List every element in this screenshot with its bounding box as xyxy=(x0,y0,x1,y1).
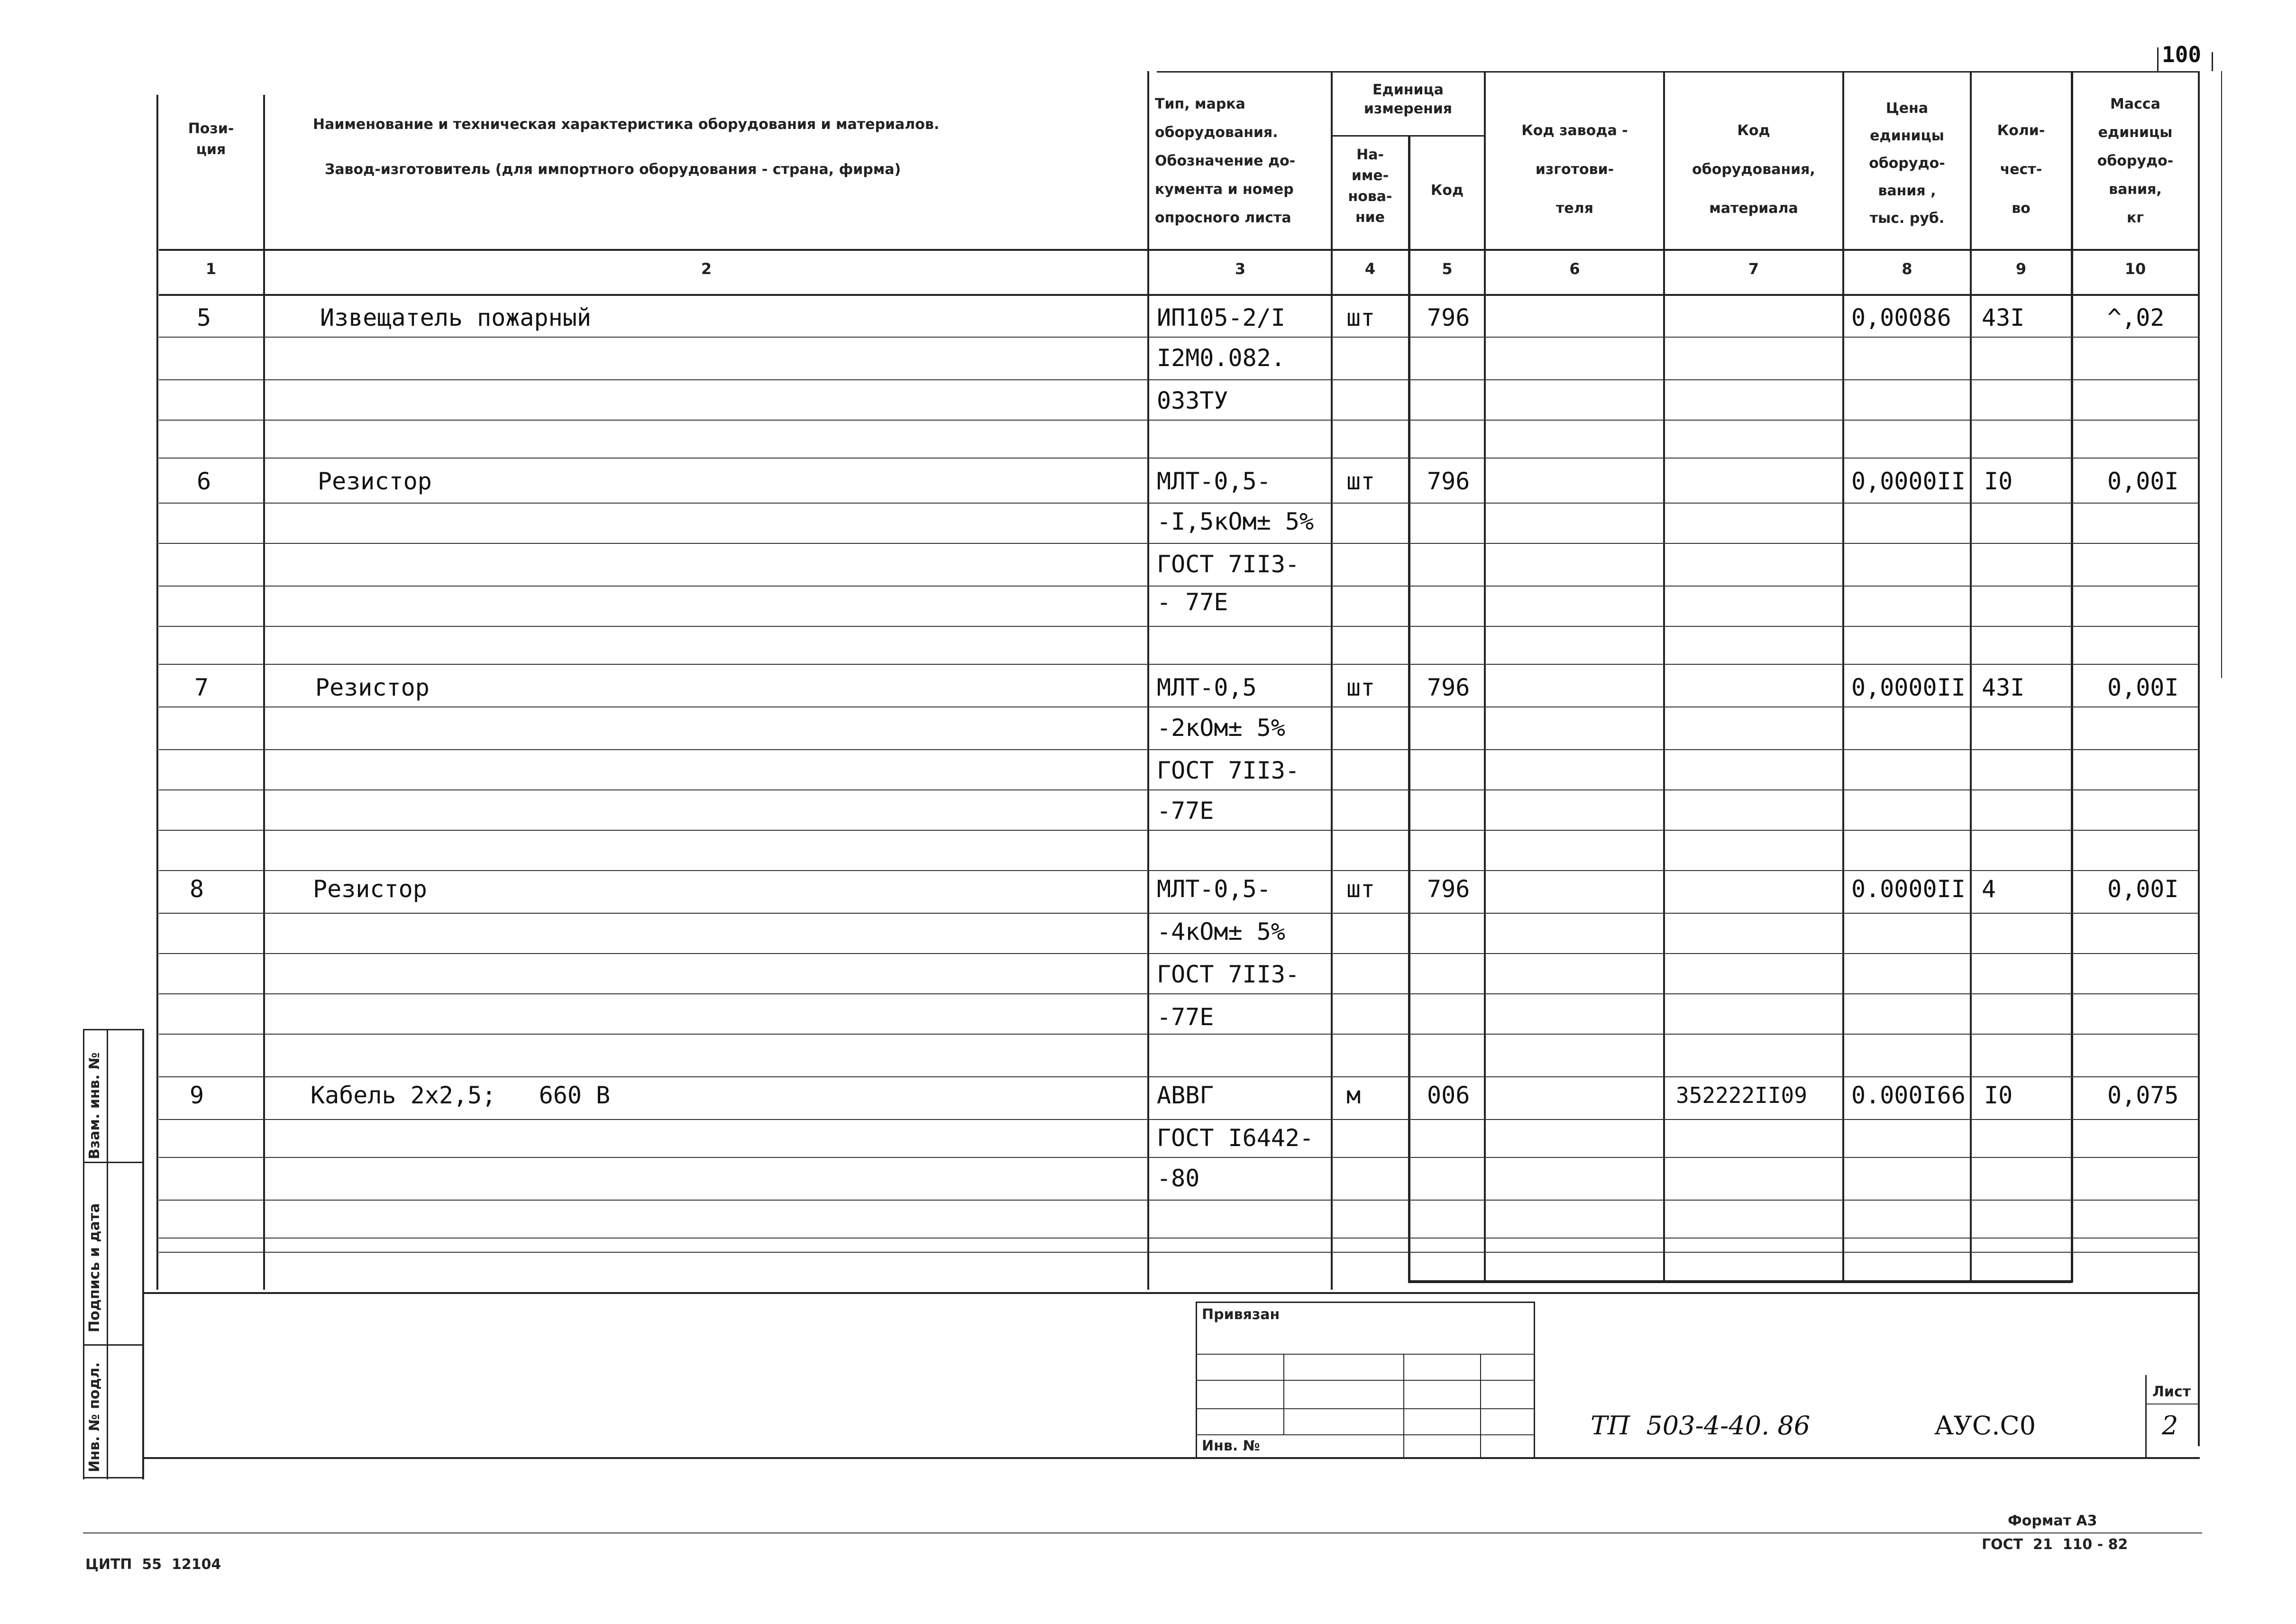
header-factory-code: Код завода - изготови- теля xyxy=(1521,122,1628,217)
colnum-8: 8 xyxy=(1902,260,1912,278)
header-unit-name: На- име- нова- ние xyxy=(1348,147,1392,226)
side-stamp-left xyxy=(83,1029,84,1479)
side-stamp-right xyxy=(142,1029,144,1479)
row-line xyxy=(159,870,2200,871)
row-line xyxy=(159,626,2200,627)
col-line-0 xyxy=(156,95,158,1290)
sheet-number: 2 xyxy=(2162,1411,2178,1440)
col-line-1 xyxy=(263,95,265,1290)
side-label-inv-replace: Взам. инв. № xyxy=(86,1052,103,1159)
attached-box-col2 xyxy=(1403,1354,1404,1458)
item-name: Резистор xyxy=(318,468,432,495)
attached-box-col1 xyxy=(1283,1354,1284,1434)
side-stamp-bottom xyxy=(83,1477,144,1478)
header-position: Пози- ция xyxy=(188,120,234,158)
attached-box-col3 xyxy=(1480,1354,1481,1458)
item-quantity: 4 xyxy=(1982,875,1996,903)
colnum-2: 2 xyxy=(701,260,712,278)
item-quantity: I0 xyxy=(1984,1082,2013,1109)
attached-box-line3 xyxy=(1196,1408,1535,1409)
col-line-6 xyxy=(1663,71,1665,1283)
col-line-5 xyxy=(1484,71,1486,1283)
colnum-10: 10 xyxy=(2124,260,2146,278)
item-type-line: АВВГ xyxy=(1157,1082,1214,1109)
item-price: 0.0000II xyxy=(1851,875,1966,903)
header-quantity: Коли- чест- во xyxy=(1997,122,2045,217)
document-code-suffix: АУС.С0 xyxy=(1934,1411,2036,1440)
colnum-7: 7 xyxy=(1748,260,1759,278)
item-unit-code: 796 xyxy=(1427,674,1470,701)
item-mass: 0,00I xyxy=(2107,468,2179,495)
item-position: 8 xyxy=(190,875,204,903)
header-mass: Масса единицы оборудо- вания, кг xyxy=(2097,96,2174,226)
footer-line xyxy=(83,1532,2202,1533)
row-line xyxy=(159,586,2200,587)
row-line xyxy=(159,749,2200,750)
col-line-4 xyxy=(1408,135,1410,1283)
attached-box-line1 xyxy=(1196,1354,1535,1355)
attached-box-top xyxy=(1196,1302,1535,1303)
page-number: 100 xyxy=(2162,42,2202,67)
item-unit-code: 796 xyxy=(1427,468,1470,495)
row-line xyxy=(159,379,2200,380)
row-line xyxy=(159,420,2200,421)
attached-box-line2 xyxy=(1196,1380,1535,1381)
side-stamp-mid xyxy=(107,1029,108,1479)
side-label-inv-orig: Инв. № подл. xyxy=(86,1362,103,1472)
col-line-3 xyxy=(1331,71,1333,1290)
header-material-code: Код оборудования, материала xyxy=(1692,122,1815,217)
item-unit-code: 796 xyxy=(1427,304,1470,331)
row-line xyxy=(159,1034,2200,1035)
item-position: 6 xyxy=(197,468,211,495)
attached-box-line4 xyxy=(1196,1434,1535,1435)
item-price: 0,0000II xyxy=(1851,468,1966,495)
col-line-8 xyxy=(1970,71,1972,1283)
item-type-line: ИП105-2/I xyxy=(1157,304,1285,331)
item-price: 0,0000II xyxy=(1851,674,1966,701)
format-label: Формат А3 xyxy=(2008,1513,2097,1529)
item-mass: ^,02 xyxy=(2107,304,2165,331)
item-unit-code: 006 xyxy=(1427,1082,1470,1109)
row-line xyxy=(159,458,2200,459)
header-unit-code: Код xyxy=(1430,182,1464,199)
header-price: Цена единицы оборудо- вания , тыс. руб. xyxy=(1869,100,1945,227)
item-type-line: 033ТУ xyxy=(1157,387,1228,414)
item-type-line: ГОСТ 7II3- xyxy=(1157,961,1300,988)
item-mass: 0,075 xyxy=(2107,1082,2179,1109)
item-quantity: 43I xyxy=(1982,304,2025,331)
item-mass: 0,00I xyxy=(2107,674,2179,701)
item-unit-code: 796 xyxy=(1427,875,1470,903)
row-line xyxy=(159,789,2200,790)
colnum-6: 6 xyxy=(1569,260,1580,278)
document-code: ТП 503-4-40. 86 xyxy=(1591,1411,1811,1440)
item-type-line: -4кОм± 5% xyxy=(1157,918,1285,945)
item-price: 0.000I66 xyxy=(1851,1082,1966,1109)
corner-mark-right xyxy=(2212,52,2213,71)
item-type-line: ГОСТ I6442- xyxy=(1157,1124,1314,1152)
item-type-line: - 77Е xyxy=(1157,588,1228,616)
side-label-sign-date: Подпись и дата xyxy=(86,1203,103,1332)
row-line xyxy=(159,953,2200,954)
corner-mark-left xyxy=(2157,47,2159,71)
table-bottom-border xyxy=(142,1292,2200,1294)
item-unit: шт xyxy=(1346,468,1375,495)
row-line xyxy=(159,664,2200,665)
col-line-9 xyxy=(2071,71,2073,1283)
item-unit: м xyxy=(1346,1082,1361,1109)
side-stamp-div2 xyxy=(83,1344,144,1346)
table-top-border xyxy=(1157,71,2200,73)
sheet-box-left xyxy=(2145,1375,2147,1458)
row-line xyxy=(159,1076,2200,1077)
item-position: 7 xyxy=(194,674,209,701)
row-line xyxy=(159,993,2200,994)
item-quantity: 43I xyxy=(1982,674,2025,701)
header-name-line2: Завод-изготовитель (для импортного оборудования - страна, фирма) xyxy=(325,161,901,178)
colnum-5: 5 xyxy=(1442,260,1453,278)
item-type-line: МЛТ-0,5 xyxy=(1157,674,1257,701)
sheet-label: Лист xyxy=(2152,1384,2191,1400)
row-line xyxy=(159,1119,2200,1120)
item-position: 9 xyxy=(190,1082,204,1109)
item-quantity: I0 xyxy=(1984,468,2013,495)
header-unit-group: Единица измерения xyxy=(1363,82,1453,117)
rows-bottom-border xyxy=(1408,1280,2072,1283)
header-type: Тип, марка оборудования. Обозначение до- кумента и номер опросного листа xyxy=(1155,96,1296,226)
row-line xyxy=(159,1252,2200,1253)
item-type-line: МЛТ-0,5- xyxy=(1157,875,1271,903)
right-margin-mark xyxy=(2221,71,2222,678)
item-type-line: -77Е xyxy=(1157,1003,1214,1031)
item-type-line: МЛТ-0,5- xyxy=(1157,468,1271,495)
header-bottom-border xyxy=(159,249,2200,251)
item-name: Резистор xyxy=(313,875,427,903)
gost-label: ГОСТ 21 110 - 82 xyxy=(1982,1536,2128,1553)
item-type-line: -I,5кОм± 5% xyxy=(1157,508,1314,535)
title-block-bottom xyxy=(142,1457,2200,1459)
col-line-7 xyxy=(1842,71,1844,1283)
row-line xyxy=(159,830,2200,831)
item-position: 5 xyxy=(197,304,211,331)
colnum-3: 3 xyxy=(1235,260,1246,278)
item-type-line: ГОСТ 7II3- xyxy=(1157,551,1300,578)
colnum-4: 4 xyxy=(1364,260,1376,278)
row-line xyxy=(159,1157,2200,1158)
row-line xyxy=(159,913,2200,914)
colnum-bottom-border xyxy=(159,294,2200,296)
item-name: Кабель 2х2,5; 660 В xyxy=(311,1082,611,1109)
row-line xyxy=(159,1200,2200,1201)
stamp-inv-no-label: Инв. № xyxy=(1202,1438,1260,1454)
col-line-2 xyxy=(1147,71,1149,1290)
col-line-10 xyxy=(2198,71,2200,1446)
colnum-9: 9 xyxy=(2015,260,2027,278)
side-stamp-top xyxy=(83,1029,144,1030)
item-type-line: -77Е xyxy=(1157,797,1214,825)
attached-label: Привязан xyxy=(1202,1306,1280,1323)
item-type-line: -2кОм± 5% xyxy=(1157,714,1285,742)
colnum-1: 1 xyxy=(205,260,217,278)
row-line xyxy=(159,503,2200,504)
item-unit: шт xyxy=(1346,304,1375,331)
row-line xyxy=(159,706,2200,707)
header-name-line1: Наименование и техническая характеристика оборудования и материалов. xyxy=(313,116,940,133)
row-line xyxy=(159,543,2200,544)
item-mass: 0,00I xyxy=(2107,875,2179,903)
item-type-line: ГОСТ 7II3- xyxy=(1157,757,1300,784)
item-name: Резистор xyxy=(315,674,430,701)
item-name: Извещатель пожарный xyxy=(320,304,591,331)
side-stamp-div1 xyxy=(83,1162,144,1163)
item-price: 0,00086 xyxy=(1851,304,1951,331)
item-unit: шт xyxy=(1346,674,1375,701)
item-material-code: 352222II09 xyxy=(1676,1083,1807,1108)
item-type-line: I2М0.082. xyxy=(1157,344,1285,372)
print-code: ЦИТП 55 12104 xyxy=(85,1556,221,1573)
row-line xyxy=(159,337,2200,338)
row-line xyxy=(159,1238,2200,1239)
item-unit: шт xyxy=(1346,875,1375,903)
item-type-line: -80 xyxy=(1157,1165,1200,1192)
